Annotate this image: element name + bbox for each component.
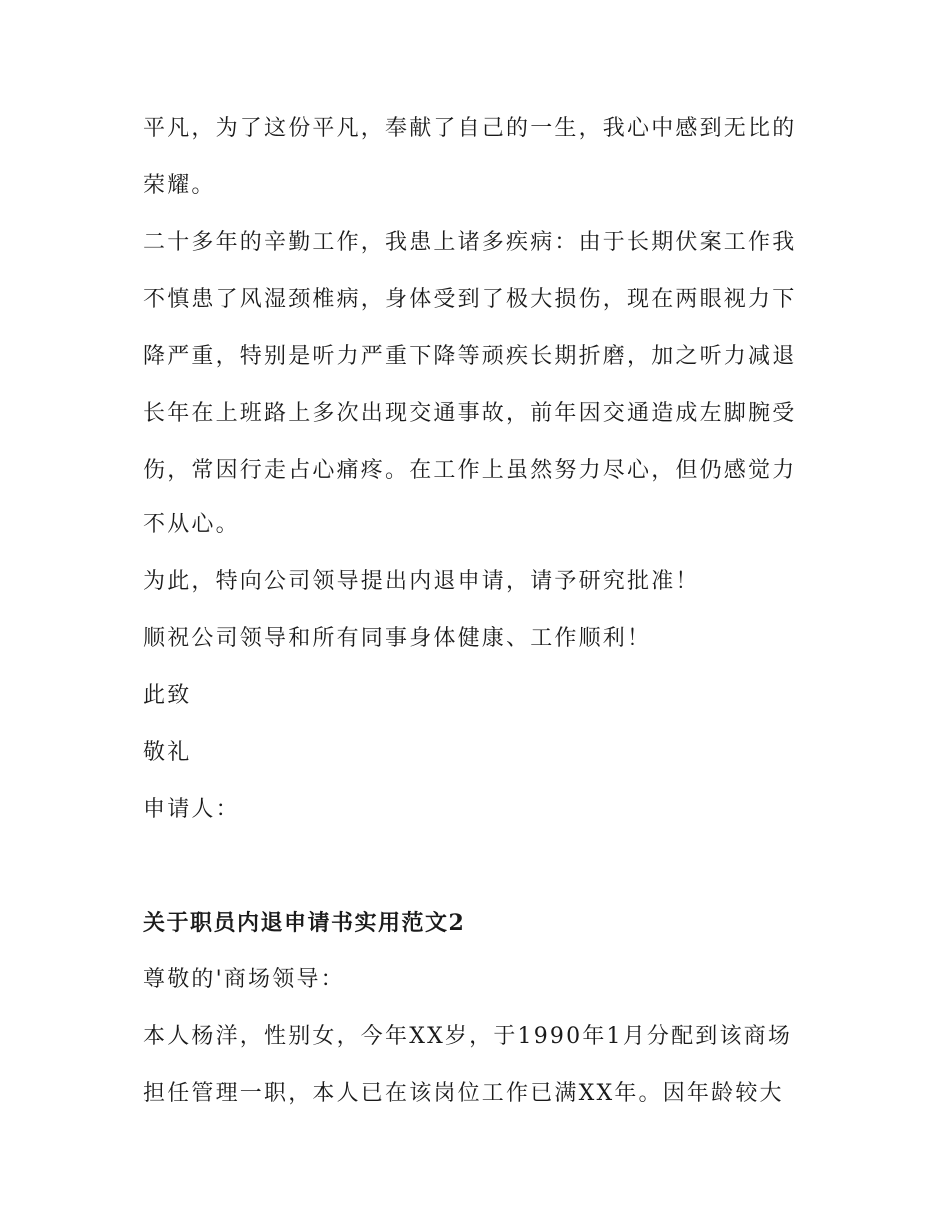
paragraph-line: 不从心。 [143,512,240,537]
paragraph-line: 不慎患了风湿颈椎病，身体受到了极大损伤，现在两眼视力下 [143,287,797,312]
paragraph-line: 二十多年的辛勤工作，我患上诸多疾病：由于长期伏案工作我 [143,230,797,255]
paragraph-line: 为此，特向公司领导提出内退申请，请予研究批准！ [143,569,700,594]
closing-line: 敬礼 [143,740,192,765]
paragraph-line: 伤，常因行走占心痛疼。在工作上虽然努力尽心，但仍感觉力 [143,458,797,483]
applicant-label: 申请人： [143,797,240,822]
paragraph-line: 长年在上班路上多次出现交通事故，前年因交通造成左脚腕受 [143,401,797,426]
section-title: 关于职员内退申请书实用范文2 [143,910,466,936]
closing-line: 此致 [143,683,192,708]
paragraph-line: 本人杨洋，性别女，今年XX岁，于1990年1月分配到该商场 [143,1024,793,1049]
paragraph-line: 降严重，特别是听力严重下降等顽疾长期折磨，加之听力减退 [143,344,797,369]
paragraph-line: 顺祝公司领导和所有同事身体健康、工作顺利！ [143,626,652,651]
paragraph-line: 担任管理一职，本人已在该岗位工作已满XX年。因年龄较大 [143,1081,784,1106]
paragraph-line: 荣耀。 [143,173,216,198]
salutation-line: 尊敬的'商场领导： [143,967,345,992]
paragraph-line: 平凡，为了这份平凡，奉献了自己的一生，我心中感到无比的 [143,116,797,141]
